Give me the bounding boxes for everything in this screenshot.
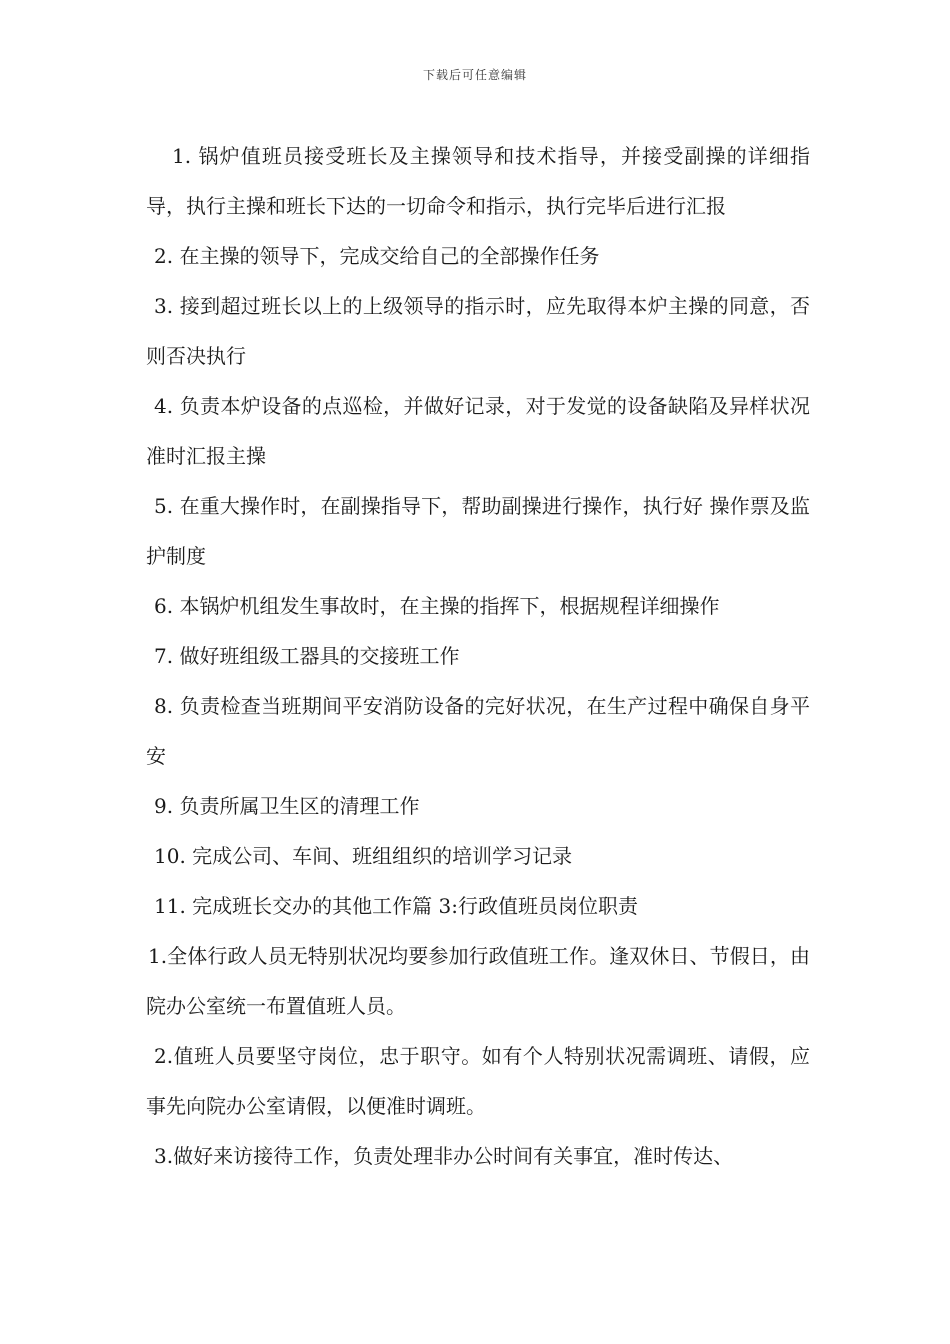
paragraph: 6. 本锅炉机组发生事故时，在主操的指挥下，根据规程详细操作: [154, 594, 720, 618]
paragraph: 10. 完成公司、车间、班组组织的培训学习记录: [154, 844, 573, 868]
paragraph: 4. 负责本炉设备的点巡检，并做好记录，对于发觉的设备缺陷及异样状况准时汇报主操: [146, 394, 810, 468]
paragraph: 11. 完成班长交办的其他工作篇 3:行政值班员岗位职责: [154, 894, 638, 918]
paragraph: 7. 做好班组级工器具的交接班工作: [154, 644, 460, 668]
paragraph: 8. 负责检查当班期间平安消防设备的完好状况，在生产过程中确保自身平安: [146, 694, 810, 768]
paragraph: 9. 负责所属卫生区的清理工作: [154, 794, 420, 818]
paragraph: 2. 在主操的领导下，完成交给自己的全部操作任务: [154, 244, 600, 268]
header-note: 下载后可任意编辑: [422, 68, 527, 82]
paragraph: 1. 锅炉值班员接受班长及主操领导和技术指导，并接受副操的详细指导，执行主操和班长下达的一切命令和指示，执行完毕后进行汇报: [146, 144, 810, 218]
paragraph: 5. 在重大操作时，在副操指导下，帮助副操进行操作，执行好 操作票及监护制度: [146, 494, 810, 568]
paragraph: 1.全体行政人员无特别状况均要参加行政值班工作。逢双休日、节假日，由院办公室统一布置值班人员。: [146, 944, 810, 1018]
paragraph: 3. 接到超过班长以上的上级领导的指示时，应先取得本炉主操的同意，否则否决执行: [146, 294, 810, 368]
paragraph: 3.做好来访接待工作，负责处理非办公时间有关事宜，准时传达、: [154, 1144, 734, 1168]
paragraph: 2.值班人员要坚守岗位，忠于职守。如有个人特别状况需调班、请假，应事先向院办公室请假，以便准时调班。: [146, 1044, 810, 1118]
document-body: [146, 131, 810, 1181]
